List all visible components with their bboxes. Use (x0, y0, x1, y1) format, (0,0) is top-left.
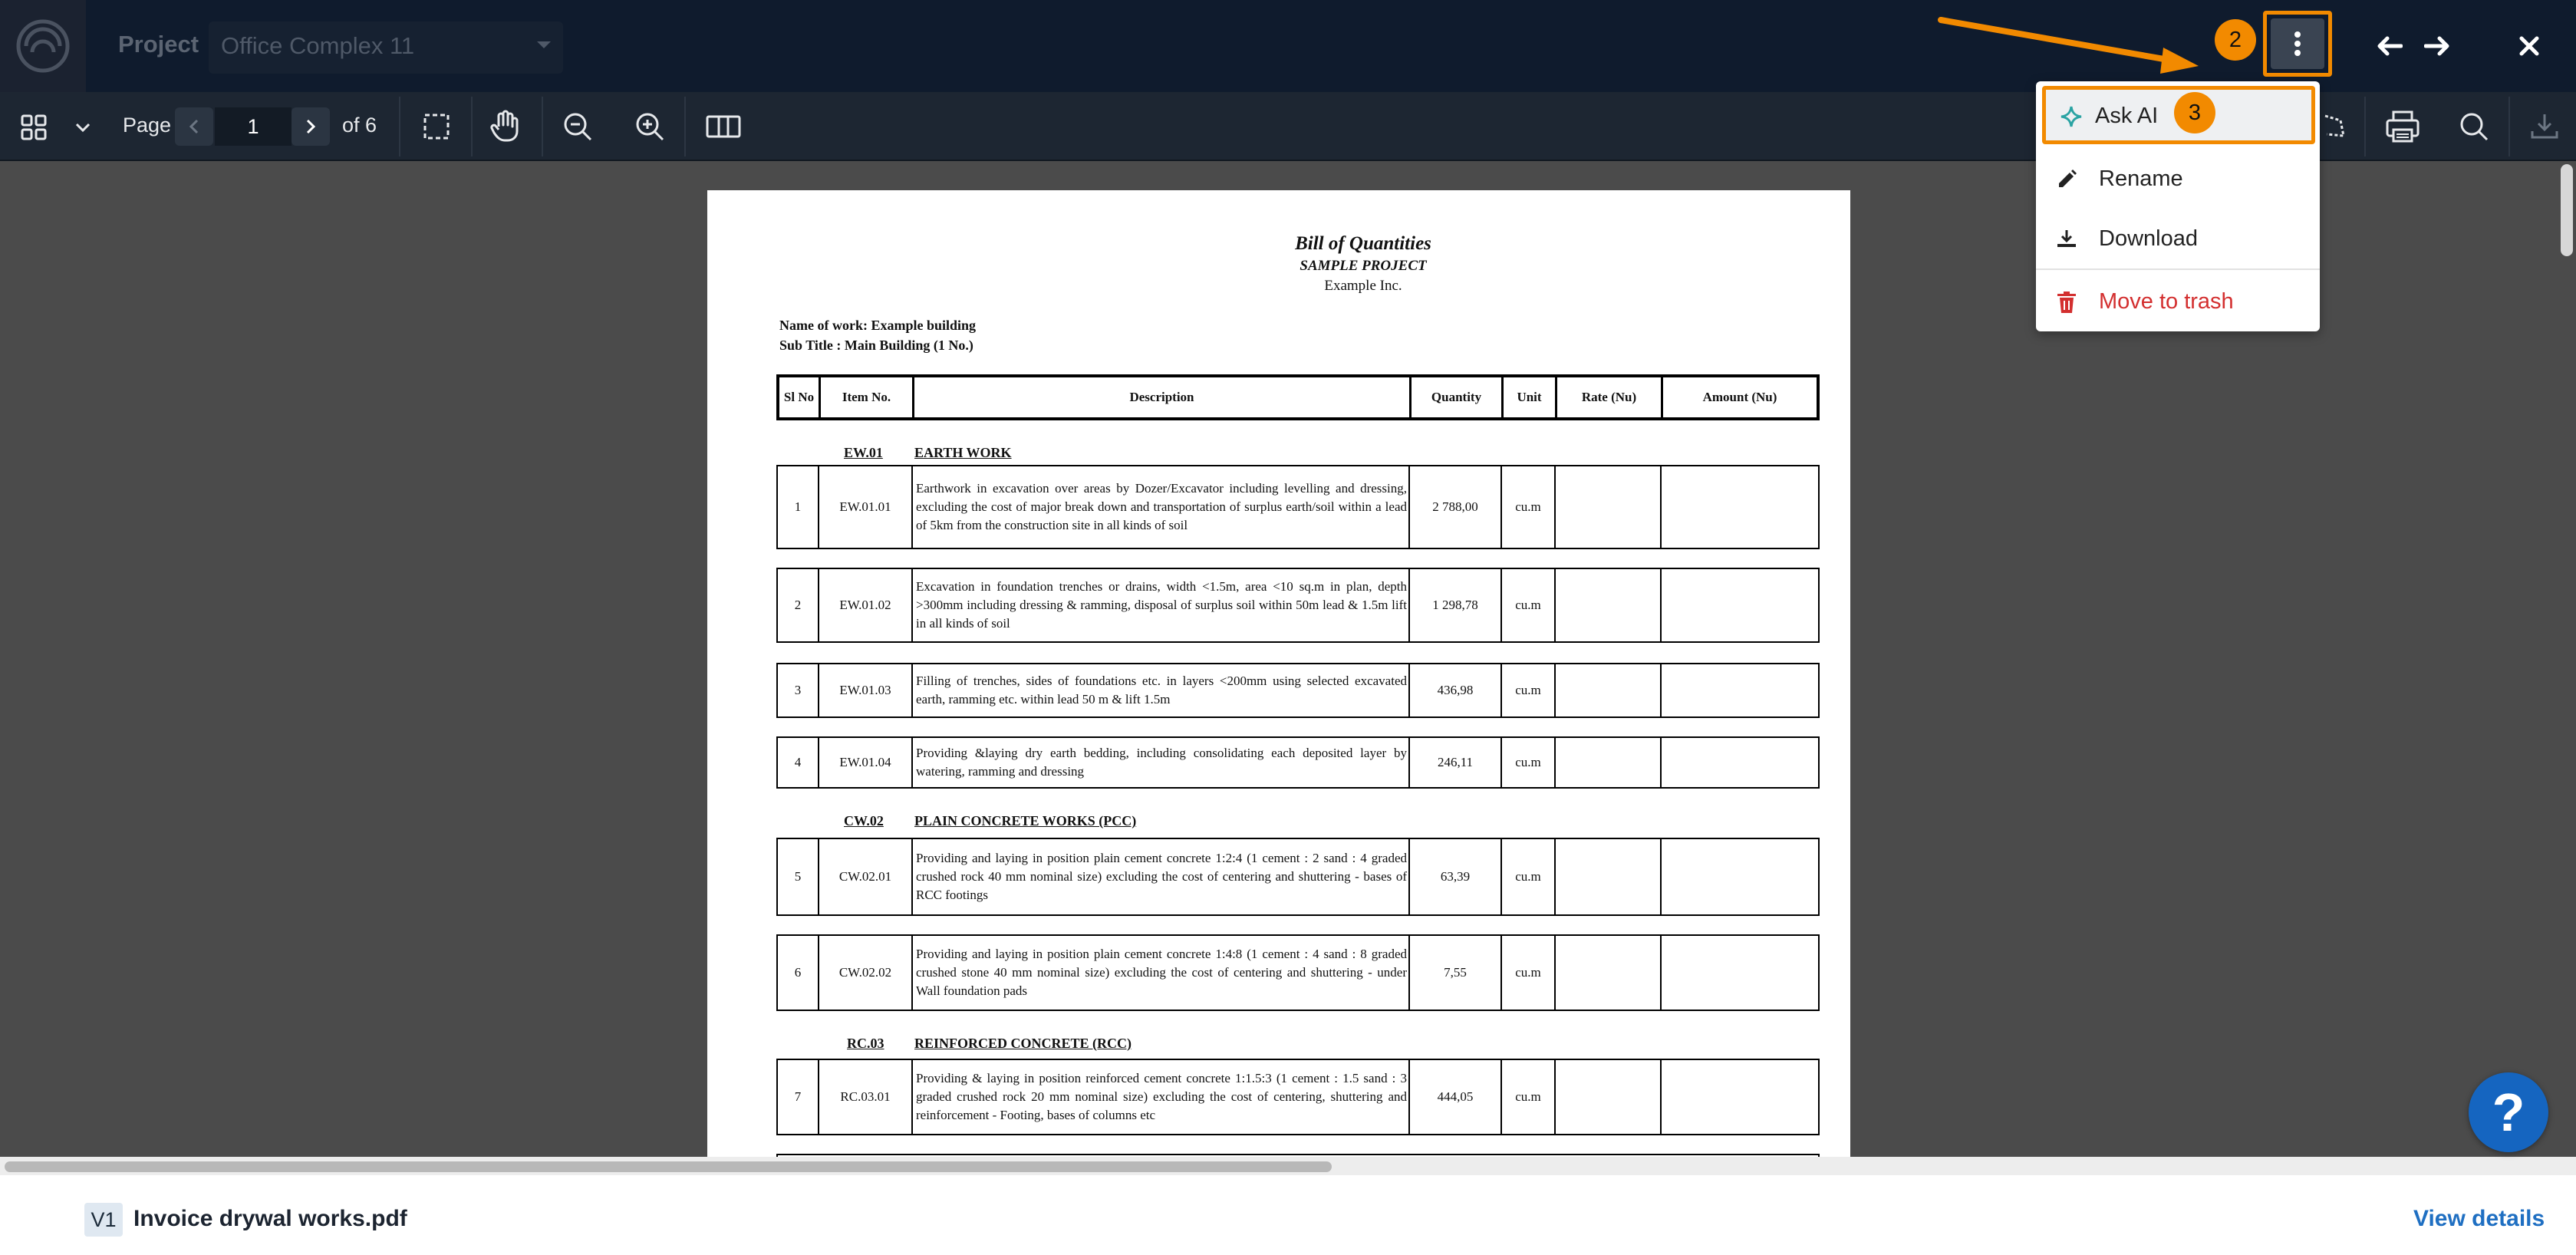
col-header: Unit (1504, 377, 1557, 417)
top-bar (0, 0, 2576, 92)
table-row (776, 465, 1820, 549)
cell-item: EW.01.02 (819, 569, 913, 641)
table-row (776, 1059, 1820, 1135)
cell-unit: cu.m (1502, 664, 1556, 716)
col-header: Description (914, 377, 1412, 417)
cell-unit: cu.m (1502, 1060, 1556, 1134)
horizontal-scrollbar-thumb[interactable] (5, 1161, 1332, 1172)
cell-item: EW.01.03 (819, 664, 913, 716)
cell-item: RC.03.01 (819, 1060, 913, 1134)
close-viewer-button[interactable] (2508, 28, 2550, 64)
cell-quantity: 1 298,78 (1410, 569, 1502, 641)
section-name: PLAIN CONCRETE WORKS (PCC) (914, 813, 1137, 828)
cell-rate (1556, 1060, 1662, 1134)
menu-item-download[interactable] (2036, 209, 2320, 268)
previous-page-button[interactable] (175, 107, 213, 146)
table-header (776, 374, 1820, 420)
polygon-dashed-icon (2324, 111, 2347, 142)
cell-quantity: 444,05 (1410, 1060, 1502, 1134)
section-code: RC.03 (847, 1036, 884, 1051)
chevron-down-icon (535, 40, 552, 51)
cell-unit: cu.m (1502, 569, 1556, 641)
arrow-annotation-icon (1933, 8, 2209, 77)
file-name: Invoice drywal works.pdf (133, 1206, 407, 1231)
toolbar-divider (2508, 97, 2510, 156)
project-label: Project (118, 31, 199, 58)
zoom-in-button[interactable] (631, 107, 669, 146)
cell-amount (1662, 1060, 1818, 1134)
cell-sl: 4 (778, 738, 819, 787)
cell-description: Filling of trenches, sides of foundations etc. in layers <200mm using selected excavated earth, ramming etc. within lead 50 m & lift 1.5m (913, 664, 1410, 716)
chevron-right-icon (305, 118, 316, 135)
menu-item-label: Rename (2099, 166, 2183, 191)
table-row (776, 838, 1820, 916)
chevron-down-icon (75, 122, 91, 133)
thumbnails-button[interactable] (15, 109, 52, 146)
col-header: Rate (Nu) (1557, 377, 1663, 417)
cell-unit: cu.m (1502, 466, 1556, 548)
help-button[interactable]: ? (2469, 1072, 2548, 1152)
cell-amount (1662, 664, 1818, 716)
step-badge-2: 2 (2215, 19, 2256, 61)
cell-sl: 3 (778, 664, 819, 716)
pan-tool-button[interactable] (485, 106, 525, 146)
cell-description: Providing and laying in position plain cement concrete 1:4:8 (1 cement : 4 sand : 8 graded crushed stone 40 mm nominal size) excluding the cost of centering and shuttering - under Wall foundation pads (913, 936, 1410, 1010)
cell-rate (1556, 569, 1662, 641)
cell-item: EW.01.01 (819, 466, 913, 548)
cell-unit: cu.m (1502, 936, 1556, 1010)
arrow-right-icon (2424, 35, 2450, 57)
document-company: Example Inc. (1324, 278, 1402, 294)
next-file-button[interactable] (2416, 28, 2458, 64)
menu-item-label: Ask AI (2095, 104, 2159, 128)
logo-icon (15, 18, 71, 74)
cell-quantity: 246,11 (1410, 738, 1502, 787)
cell-unit: cu.m (1502, 738, 1556, 787)
cell-item: CW.02.01 (819, 839, 913, 914)
toolbar-divider (399, 97, 400, 156)
section-name: EARTH WORK (914, 445, 1012, 460)
kebab-highlight (2263, 11, 2332, 77)
section-name: REINFORCED CONCRETE (RCC) (914, 1036, 1132, 1051)
trash-icon (2056, 292, 2077, 313)
cell-sl: 2 (778, 569, 819, 641)
col-header: Item No. (821, 377, 914, 417)
step-badge-3: 3 (2174, 92, 2215, 133)
cell-description: Providing & laying in position reinforced cement concrete 1:1.5:3 (1 cement : 1.5 sand : 3 graded crushed rock 20 mm nominal size) excluding the cost of centering, shuttering and reinforcement - Footing, bases of columns etc (913, 1060, 1410, 1134)
table-row (776, 736, 1820, 789)
zoom-out-icon (562, 111, 593, 142)
toolbar-divider (471, 97, 473, 156)
zoom-in-icon (634, 111, 665, 142)
cell-amount (1662, 738, 1818, 787)
cell-sl: 6 (778, 936, 819, 1010)
search-button[interactable] (2455, 107, 2493, 146)
page-count: of 6 (342, 114, 377, 137)
sub-title: Sub Title : Main Building (1 No.) (779, 338, 973, 353)
zoom-out-button[interactable] (558, 107, 597, 146)
view-details-link[interactable]: View details (2413, 1206, 2545, 1231)
previous-file-button[interactable] (2369, 28, 2410, 64)
search-icon (2459, 111, 2489, 142)
page-number-input[interactable]: 1 (215, 107, 292, 146)
menu-item-label: Move to trash (2099, 288, 2234, 314)
project-value: Office Complex 11 (221, 32, 415, 59)
version-badge[interactable]: V1 (84, 1203, 123, 1237)
measure-tool-button[interactable] (2320, 107, 2350, 146)
download-icon (2056, 229, 2077, 250)
next-page-button[interactable] (292, 107, 330, 146)
cell-description: Excavation in foundation trenches or drains, width <1.5m, area <10 sq.m in plan, depth >300mm including dressing & ramming, disposal of surplus soil within 50m lead & 1.5m lift in all kinds of soil (913, 569, 1410, 641)
cell-unit: cu.m (1502, 839, 1556, 914)
page-label: Page (123, 114, 172, 137)
hand-icon (489, 110, 520, 142)
cell-quantity: 63,39 (1410, 839, 1502, 914)
toolbar-divider (542, 97, 543, 156)
cell-rate (1556, 664, 1662, 716)
cell-item: CW.02.02 (819, 936, 913, 1010)
menu-item-label: Download (2099, 226, 2198, 251)
menu-divider (2036, 268, 2320, 270)
section-code: CW.02 (844, 813, 884, 828)
col-header: Quantity (1412, 377, 1504, 417)
app-logo[interactable] (0, 0, 86, 92)
pencil-icon (2056, 169, 2077, 190)
cell-description: Providing &laying dry earth bedding, including consolidating each deposited layer by watering, ramming and dressing (913, 738, 1410, 787)
cell-rate (1556, 839, 1662, 914)
cell-amount (1662, 466, 1818, 548)
marquee-select-icon (423, 113, 450, 140)
grid-icon (21, 114, 47, 140)
col-header: Amount (Nu) (1702, 390, 1777, 404)
name-of-work: Name of work: Example building (779, 318, 977, 333)
cell-amount (1662, 936, 1818, 1010)
print-icon (2385, 110, 2420, 143)
toolbar-divider (2364, 97, 2366, 156)
split-view-button[interactable] (703, 107, 744, 146)
chevron-left-icon (189, 118, 199, 135)
cell-amount (1662, 839, 1818, 914)
cell-sl: 1 (778, 466, 819, 548)
section-code: EW.01 (844, 445, 883, 460)
cell-description: Providing and laying in position plain cement concrete 1:2:4 (1 cement : 2 sand : 4 graded crushed rock 40 mm nominal size) excluding the cost of centering and shuttering - bases of RCC footings (913, 839, 1410, 914)
project-select[interactable] (209, 21, 563, 74)
table-row (776, 934, 1820, 1011)
col-header: Sl No (779, 377, 821, 417)
close-icon (2518, 35, 2540, 57)
cell-quantity: 7,55 (1410, 936, 1502, 1010)
table-row (776, 568, 1820, 643)
cell-rate (1556, 738, 1662, 787)
select-tool-button[interactable] (417, 107, 456, 146)
download-icon (2529, 111, 2560, 142)
cell-rate (1556, 466, 1662, 548)
cell-sl: 7 (778, 1060, 819, 1134)
pdf-page (707, 190, 1850, 1158)
cell-sl: 5 (778, 839, 819, 914)
table-row (776, 663, 1820, 718)
vertical-scrollbar[interactable] (2561, 164, 2573, 256)
menu-item-move-to-trash[interactable] (2036, 272, 2320, 331)
columns-icon (706, 114, 741, 139)
document-subtitle: SAMPLE PROJECT (1300, 258, 1427, 274)
menu-item-rename[interactable] (2036, 149, 2320, 209)
print-button[interactable] (2381, 106, 2424, 147)
cell-item: EW.01.04 (819, 738, 913, 787)
toolbar-divider (684, 97, 686, 156)
arrow-left-icon (2377, 35, 2403, 57)
thumbnails-dropdown[interactable] (71, 115, 95, 140)
cell-amount (1662, 569, 1818, 641)
cell-description: Earthwork in excavation over areas by Dozer/Excavator including levelling and dressing, excluding the cost of major break down and transportation of surplus earth/soil within a lead of 5km from the construction site in all kinds of soil (913, 466, 1410, 548)
document-title: Bill of Quantities (1295, 233, 1431, 254)
cell-quantity: 436,98 (1410, 664, 1502, 716)
ai-sparkle-icon (2060, 105, 2083, 132)
cell-quantity: 2 788,00 (1410, 466, 1502, 548)
cell-rate (1556, 936, 1662, 1010)
download-toolbar-button[interactable] (2525, 107, 2564, 146)
